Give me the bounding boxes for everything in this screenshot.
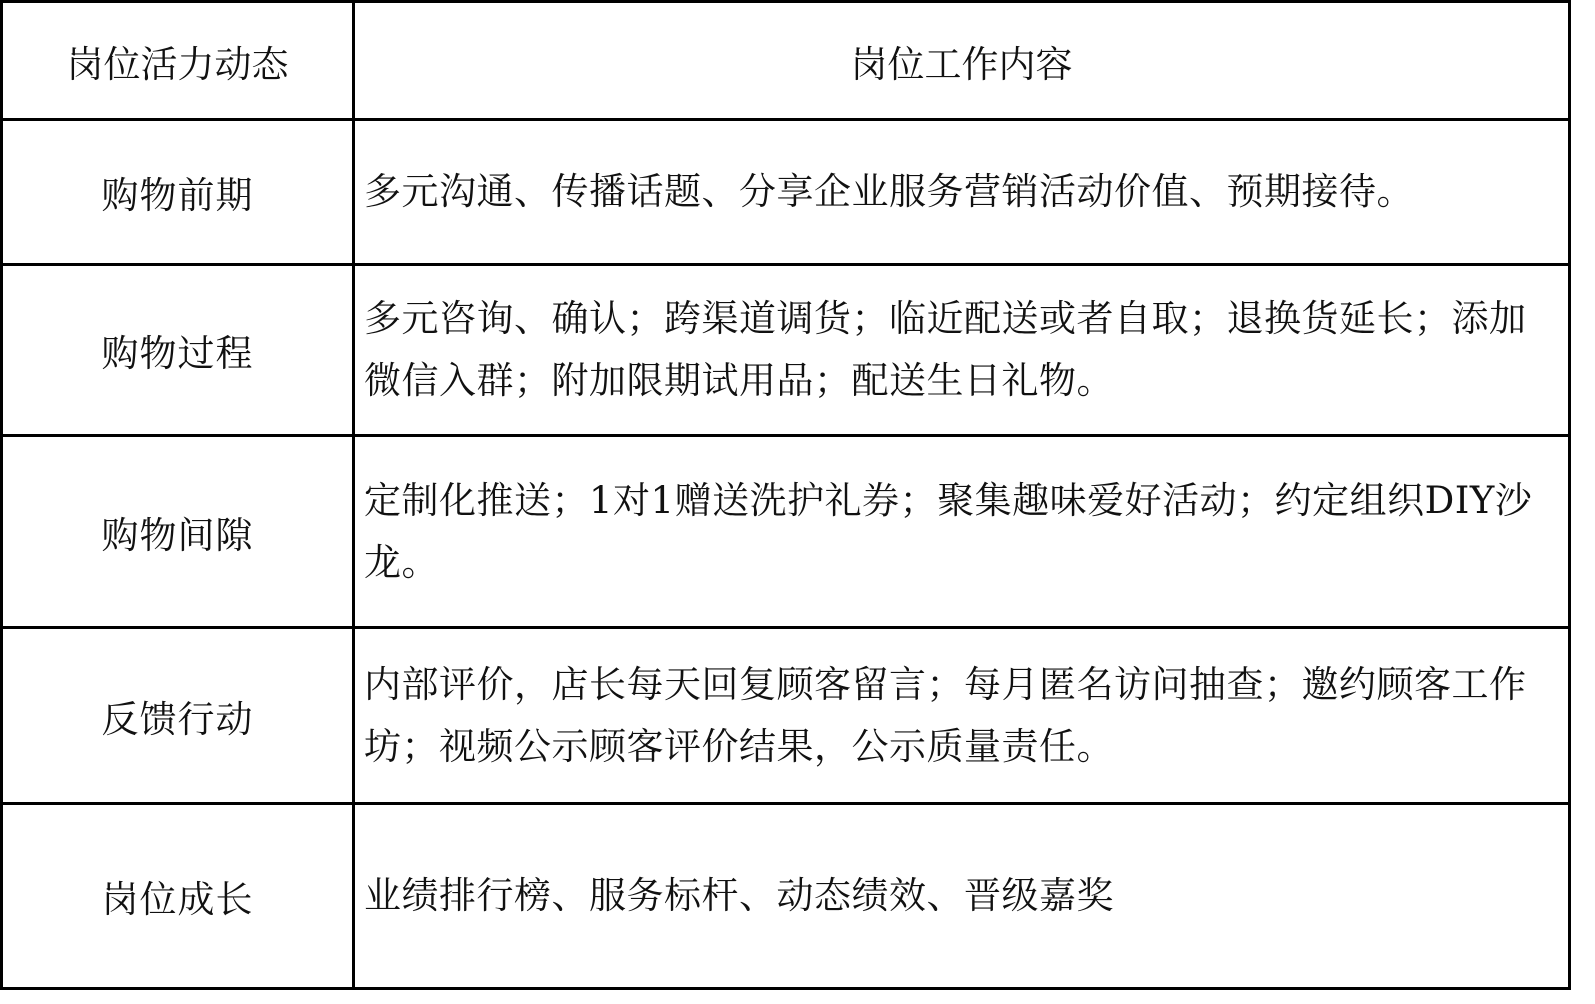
stage-cell: 购物过程 xyxy=(2,265,354,436)
content-cell: 内部评价，店长每天回复顾客留言；每月匿名访问抽查；邀约顾客工作坊；视频公示顾客评价结果，公示质量责任。 xyxy=(354,628,1570,804)
content-cell: 多元咨询、确认；跨渠道调货；临近配送或者自取；退换货延长；添加微信入群；附加限期试用品；配送生日礼物。 xyxy=(354,265,1570,436)
table-row xyxy=(2,265,1570,436)
content-cell: 业绩排行榜、服务标杆、动态绩效、晋级嘉奖 xyxy=(354,804,1570,989)
table-row xyxy=(2,436,1570,628)
header-job-content: 岗位工作内容 xyxy=(354,2,1570,120)
header-job-vitality: 岗位活力动态 xyxy=(2,2,354,120)
content-cell: 定制化推送；1对1赠送洗护礼券；聚集趣味爱好活动；约定组织DIY沙龙。 xyxy=(354,436,1570,628)
stage-cell: 购物间隙 xyxy=(2,436,354,628)
stage-cell: 岗位成长 xyxy=(2,804,354,989)
content-cell: 多元沟通、传播话题、分享企业服务营销活动价值、预期接待。 xyxy=(354,120,1570,265)
table-row xyxy=(2,804,1570,989)
table-header-row xyxy=(2,2,1570,120)
table-row xyxy=(2,628,1570,804)
stage-cell: 反馈行动 xyxy=(2,628,354,804)
table-row xyxy=(2,120,1570,265)
stage-cell: 购物前期 xyxy=(2,120,354,265)
